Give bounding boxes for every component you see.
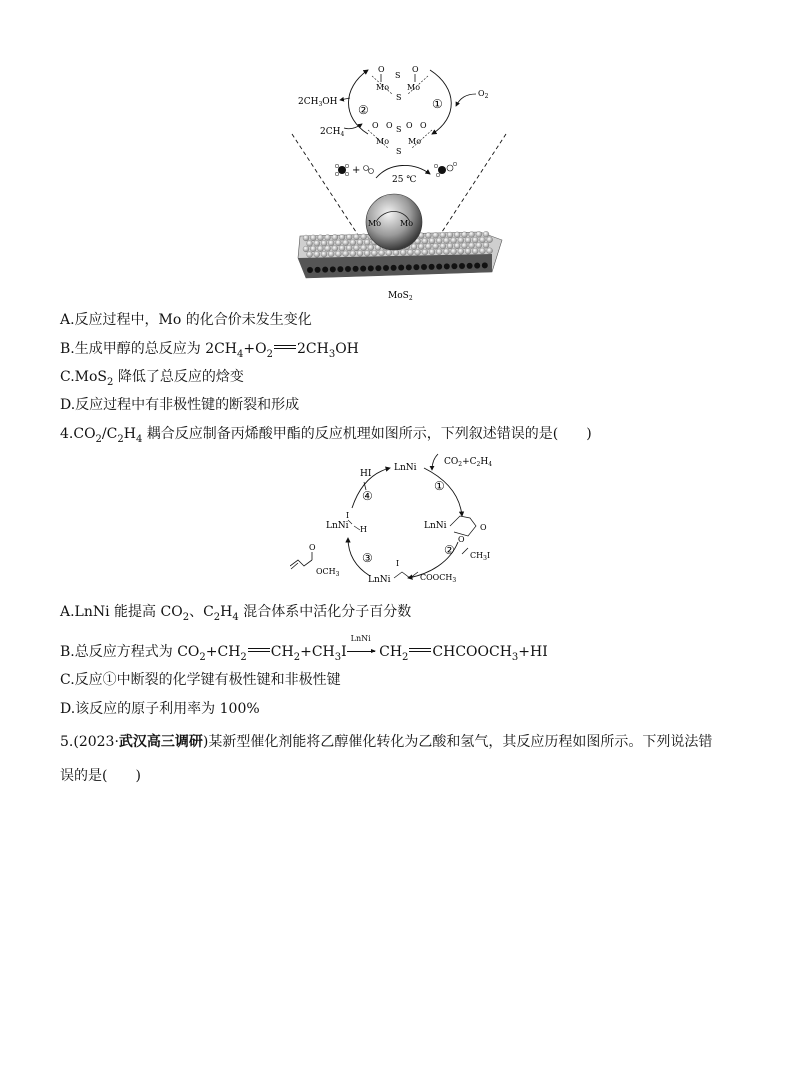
- sheet-atom: [303, 235, 309, 241]
- sheet-atom-dark: [413, 264, 419, 270]
- mo-cluster-bottom: [368, 121, 432, 156]
- sheet-atom: [346, 234, 352, 240]
- sheet-atom-dark: [451, 263, 457, 269]
- step-2-label: ②: [444, 543, 455, 557]
- sheet-atom: [476, 231, 482, 237]
- sheet-atom: [433, 232, 439, 238]
- sheet-atom-dark: [482, 262, 488, 268]
- sheet-atom: [350, 251, 356, 257]
- text-part: 4.CO: [60, 426, 96, 442]
- sheet-atom-dark: [459, 263, 465, 269]
- sheet-atom: [328, 251, 334, 257]
- sheet-atom: [407, 249, 413, 255]
- subscript: 2: [240, 651, 247, 663]
- sheet-atom: [335, 240, 341, 246]
- q3-option-c: [60, 367, 244, 387]
- sheet-atom: [325, 246, 331, 252]
- sheet-atom: [339, 234, 345, 240]
- sheet-atom: [346, 245, 352, 251]
- sheet-atom: [476, 242, 482, 248]
- subscript: 2: [117, 433, 124, 445]
- sheet-atom: [458, 237, 464, 243]
- q3-option-a: A.反应过程中，Mo 的化合价未发生变化: [60, 312, 312, 328]
- sheet-atom: [310, 246, 316, 252]
- sheet-atom: [332, 245, 338, 251]
- sheet-atom: [425, 243, 431, 249]
- sheet-atom: [325, 235, 331, 241]
- sheet-atom: [314, 251, 320, 257]
- sheet-atom: [433, 243, 439, 249]
- text-part: +O: [243, 341, 267, 357]
- sheet-atom: [371, 250, 377, 256]
- sheet-atom: [461, 232, 467, 238]
- atom-o: O: [372, 121, 379, 130]
- hi-label: HI: [360, 469, 372, 479]
- sheet-atom-dark: [352, 266, 358, 272]
- step-4-label: ④: [362, 489, 373, 503]
- text-part: /C: [101, 426, 118, 442]
- q3-option-d: D.反应过程中有非极性键的断裂和形成: [60, 397, 300, 413]
- subscript: 2: [293, 651, 301, 663]
- sheet-atom-dark: [330, 266, 336, 272]
- q4-option-a: [60, 602, 411, 622]
- subscript: 2: [182, 611, 190, 623]
- text-part: +CH: [300, 644, 335, 660]
- sheet-atom: [429, 238, 435, 244]
- sheet-atom: [393, 250, 399, 256]
- sheet-atom: [443, 249, 449, 255]
- sheet-atom: [350, 240, 356, 246]
- text-part: 耦合反应制备丙烯酸甲酯的反应机理如图所示，下列叙述错误的是( ): [142, 426, 592, 442]
- oxygen-label: O: [309, 543, 316, 552]
- lnni-top: LnNi: [394, 463, 417, 473]
- question-number: 5.(2023·: [60, 734, 119, 750]
- subscript: 4: [135, 433, 143, 445]
- subscript: 4: [232, 611, 239, 623]
- q4-option-b: [60, 634, 548, 663]
- sheet-atom: [436, 238, 442, 244]
- sheet-atom-dark: [444, 263, 450, 269]
- sheet-atom: [400, 250, 406, 256]
- sheet-atom: [461, 243, 467, 249]
- sheet-atom: [415, 249, 421, 255]
- text-part: CH: [270, 644, 294, 660]
- sheet-atom: [418, 244, 424, 250]
- sheet-atom: [332, 234, 338, 240]
- double-bond-sign: [409, 648, 431, 652]
- sheet-atom: [454, 232, 460, 238]
- sheet-atom: [317, 235, 323, 241]
- iodine-label: I: [346, 511, 350, 520]
- sheet-atom: [343, 240, 349, 246]
- mos2-label: MoS$_2$: [388, 291, 413, 302]
- sheet-atom-dark: [322, 266, 328, 272]
- feed-label: $CO_2+C_2H_4$: [444, 457, 493, 468]
- double-line-sign: [274, 345, 296, 349]
- lnni-bottom: LnNi: [368, 575, 391, 585]
- text-part: +CH: [205, 644, 241, 660]
- atom-mo: Mo: [376, 137, 390, 146]
- question-source: 武汉高三调研: [118, 734, 203, 750]
- sheet-atom-dark: [421, 264, 427, 270]
- double-bond-sign: [248, 648, 270, 652]
- sheet-atom: [357, 250, 363, 256]
- sheet-atom: [303, 246, 309, 252]
- sheet-atom: [436, 249, 442, 255]
- q4-option-d: D.该反应的原子利用率为 100%: [60, 701, 260, 717]
- atom-mo: Mo: [376, 83, 390, 92]
- atom-s: S: [396, 147, 402, 156]
- iodine-label: I: [396, 559, 400, 568]
- sheet-atom: [443, 238, 449, 244]
- figure-mos2-mechanism: [280, 58, 520, 306]
- atom-mo: Mo: [400, 219, 414, 228]
- q5-stem-line2: 误的是( ): [60, 768, 141, 784]
- sheet-atom: [447, 243, 453, 249]
- catalyst-arrow: [347, 634, 375, 662]
- o2-label: $O_2$: [478, 89, 489, 100]
- sheet-atom: [465, 237, 471, 243]
- sheet-atom: [451, 249, 457, 255]
- sheet-atom: [368, 245, 374, 251]
- atom-mo: Mo: [407, 83, 421, 92]
- sheet-atom: [335, 251, 341, 257]
- text-part: CHCOOCH: [432, 644, 512, 660]
- subscript: 2: [213, 611, 221, 623]
- sheet-atom-dark: [390, 265, 396, 271]
- temperature-label: 25 ℃: [392, 175, 417, 185]
- step-2-label: ②: [358, 103, 369, 117]
- sheet-atom-dark: [406, 264, 412, 270]
- sheet-atom: [328, 240, 334, 246]
- text-part: H: [123, 426, 136, 442]
- text-part: B.总反应方程式为 CO: [60, 644, 200, 660]
- q4-option-c: C.反应①中断裂的化学键有极性键和非极性键: [60, 672, 341, 688]
- product-molecule: [434, 162, 457, 177]
- subscript: 4: [237, 348, 244, 360]
- oxygen-label: O: [480, 523, 487, 532]
- methanol-label: $2CH_3OH$: [298, 97, 338, 108]
- sheet-atom: [425, 232, 431, 238]
- sheet-atom-dark: [375, 265, 381, 271]
- sheet-atom: [321, 251, 327, 257]
- q3-option-b: [60, 339, 359, 359]
- sheet-atom-dark: [428, 264, 434, 270]
- reaction-arrow: [347, 651, 375, 652]
- sheet-atom: [422, 249, 428, 255]
- sheet-atom-dark: [383, 265, 389, 271]
- text-part: B.生成甲醇的总反应为 2CH: [60, 341, 238, 357]
- atom-s: S: [396, 93, 402, 102]
- sheet-atom: [361, 245, 367, 251]
- subscript: 3: [511, 651, 519, 663]
- sheet-atom: [339, 245, 345, 251]
- sheet-atom: [469, 243, 475, 249]
- sheet-atom: [458, 248, 464, 254]
- text-part: 混合体系中活化分子百分数: [238, 604, 412, 620]
- sheet-atom: [411, 244, 417, 250]
- subscript: 3: [328, 348, 336, 360]
- atom-s: S: [395, 71, 401, 80]
- reactant-molecules: [335, 164, 373, 176]
- atom-o: O: [412, 65, 419, 74]
- sheet-atom: [429, 249, 435, 255]
- text-part: CH: [374, 644, 403, 660]
- text-part: C.MoS: [60, 369, 108, 385]
- text-part: 、C: [189, 604, 214, 620]
- mo-cluster-top: [372, 65, 428, 102]
- step-1-label: ①: [432, 97, 443, 111]
- step-1-label: ①: [434, 479, 445, 493]
- sheet-atom: [440, 232, 446, 238]
- text-part: 降低了总反应的焓变: [113, 369, 244, 385]
- sheet-atom: [422, 238, 428, 244]
- text-part: OH: [335, 341, 359, 357]
- atom-o: O: [406, 121, 413, 130]
- sheet-atom: [317, 246, 323, 252]
- sheet-atom: [465, 248, 471, 254]
- figure-lnni-cycle: [290, 450, 510, 590]
- text-part: H: [220, 604, 233, 620]
- sheet-atom-dark: [360, 265, 366, 271]
- sheet-atom: [314, 240, 320, 246]
- sheet-atom-dark: [398, 264, 404, 270]
- sheet-atom: [353, 234, 359, 240]
- subscript: 3: [334, 651, 342, 663]
- sheet-atom: [440, 243, 446, 249]
- sheet-atom: [310, 235, 316, 241]
- sheet-atom: [472, 237, 478, 243]
- lnni-left: LnNi: [326, 521, 349, 531]
- sheet-atom: [364, 250, 370, 256]
- text-part: )某新型催化剂能将乙醇催化转化为乙酸和氢气，其反应历程如图所示。下列说法错: [202, 734, 713, 750]
- sheet-atom-dark: [307, 267, 313, 273]
- methane-label: $2CH_4$: [320, 127, 345, 138]
- sheet-atom: [379, 250, 385, 256]
- cooch3-label: $COOCH_3$: [420, 573, 457, 584]
- subscript: 2: [199, 651, 206, 663]
- sheet-atom: [469, 232, 475, 238]
- atom-o: O: [386, 121, 393, 130]
- sheet-atom: [479, 248, 485, 254]
- sheet-atom-dark: [474, 262, 480, 268]
- atom-mo: Mo: [368, 219, 382, 228]
- sheet-atom: [447, 232, 453, 238]
- sheet-atom: [472, 248, 478, 254]
- ch3i-label: $CH_3I$: [470, 551, 491, 562]
- text-part: A.LnNi 能提高 CO: [60, 604, 183, 620]
- lnni-right: LnNi: [424, 521, 447, 531]
- atom-mo: Mo: [408, 137, 422, 146]
- sheet-atom: [343, 251, 349, 257]
- sheet-atom-dark: [368, 265, 374, 271]
- sheet-atom-dark: [345, 266, 351, 272]
- sheet-atom: [357, 239, 363, 245]
- atom-o: O: [420, 121, 427, 130]
- catalyst-label: LnNi: [350, 634, 371, 643]
- sheet-atom: [364, 239, 370, 245]
- subscript: 2: [402, 651, 409, 663]
- q4-stem: [60, 424, 592, 444]
- sheet-atom: [487, 248, 493, 254]
- sheet-atom: [386, 250, 392, 256]
- sheet-atom: [451, 238, 457, 244]
- subscript: 2: [266, 348, 273, 360]
- oxygen-label: O: [458, 535, 465, 544]
- sheet-atom-dark: [314, 267, 320, 273]
- plus-sign: +: [352, 165, 361, 176]
- step-3-label: ③: [362, 551, 373, 565]
- sheet-atom: [487, 237, 493, 243]
- sheet-atom: [361, 234, 367, 240]
- text-part: +HI: [518, 644, 548, 660]
- sheet-atom: [483, 231, 489, 237]
- sheet-atom: [307, 241, 313, 247]
- sheet-atom-dark: [337, 266, 343, 272]
- sheet-atom: [483, 242, 489, 248]
- atom-s: S: [396, 125, 402, 134]
- sheet-atom: [479, 237, 485, 243]
- sheet-atom: [353, 245, 359, 251]
- sheet-atom-dark: [466, 263, 472, 269]
- text-part: I: [341, 644, 347, 660]
- subscript: 2: [95, 433, 102, 445]
- sheet-atom: [307, 252, 313, 258]
- q5-stem-line1: [60, 732, 712, 752]
- subscript: 2: [107, 376, 114, 388]
- text-part: 2CH: [297, 341, 329, 357]
- sheet-atom: [454, 243, 460, 249]
- ester-label: $OCH_3$: [316, 567, 340, 578]
- sheet-atom: [321, 240, 327, 246]
- sheet-atom-dark: [436, 263, 442, 269]
- hydrogen-label: H: [360, 525, 367, 534]
- atom-o: O: [378, 65, 385, 74]
